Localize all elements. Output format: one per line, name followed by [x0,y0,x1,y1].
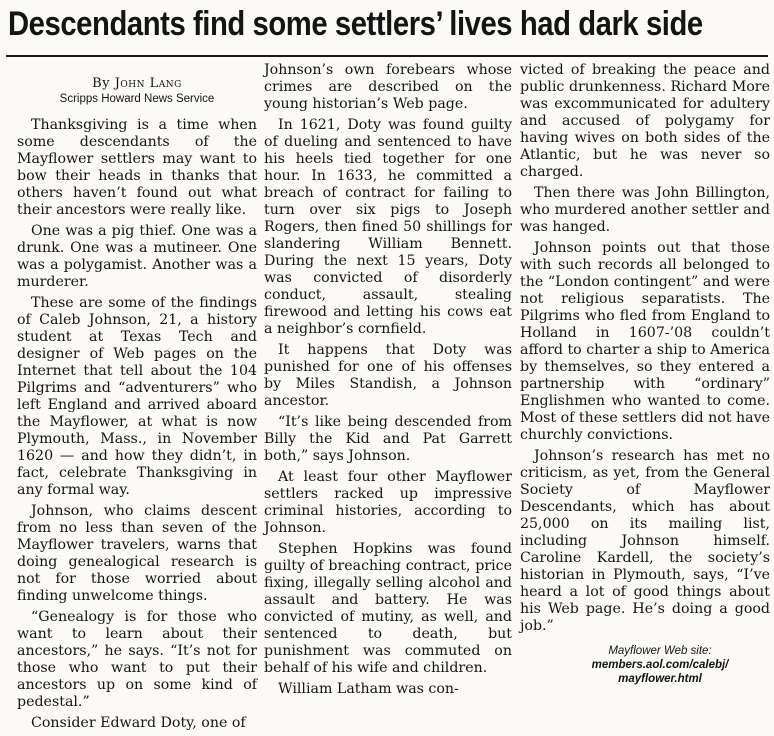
news-service: Scripps Howard News Service [59,93,215,105]
paragraph: In 1621, Doty was found guilty of dueling and sentenced to have his heels tied together for one hour. In 1633, he committed a breach of contract for failing to turn over six pigs to Joseph Rogers, then fined 50 shillings for slandering William Bennett. During the next 15 years, Doty was convicted of disorderly conduct, assault, stealing firewood and letting his cows eat a neighbor’s cornfield. [264,117,512,337]
paragraph: Johnson points out that those with such records all belonged to the “London contingent” and were not religious separatists. The Pilgrims who fled from England to Holland in 1607-’08 couldn’t afford to charter a ship to America by themselves, so they entered a partnership with “ordinary” Englishmen who wanted to come. Most of these settlers did not have churchly convictions. [520,240,771,443]
paragraph: These are some of the findings of Caleb Johnson, 21, a history student at Texas Tech and designer of Web pages on the Internet that tell about the 104 Pilgrims and “adventurers” who left England and arrived aboard the Mayflower, at what is now Plymouth, Mass., in November 1620 — and how they didn’t, in fact, celebrate Thanksgiving in any formal way. [17,295,257,498]
byline [17,76,257,92]
paragraph: “Genealogy is for those who want to learn about their ancestors,” he says. “It’s not for those who want to put their ancestors up on some kind of pedestal.” [17,609,257,710]
paragraph: Thanksgiving is a time when some descendants of the Mayflower settlers may want to bow their heads in thanks that others haven’t found out what their ancestors were really like. [17,117,257,218]
paragraph: Johnson’s research has met no criticism, as yet, from the General Society of Mayflower Descendants, which has about 25,000 on its mailing list, including Johnson himself. Caroline Kardell, the society’s historian in Plymouth, says, “I’ve heard a lot of good things about his Web page. He’s doing a good job.” [520,448,770,634]
web-site-note [580,644,740,686]
paragraph: It happens that Doty was punished for one of his offenses by Miles Standish, a Johnson ancestor. [264,342,512,409]
paragraph: Johnson, who claims descent from no less than seven of the Mayflower travelers, warns that doing genealogical research is not for those worried about finding unwelcome things. [17,503,257,604]
byline-prefix: By [92,76,111,91]
headline-rule [6,55,768,57]
paragraph: William Latham was con- [278,681,459,697]
web-site-url: members.aol.com/calebj/ mayflower.html [591,659,729,685]
column-2 [264,62,512,702]
paragraph-continued: Johnson’s own forebears whose crimes are described on the young historian’s Web page. [264,62,512,112]
paragraph: At least four other Mayflower settlers racked up impressive criminal histories, according to Johnson. [264,469,512,536]
paragraph: Consider Edward Doty, one of [31,715,246,731]
paragraph-continued: victed of breaking the peace and public drunkenness. Richard More was excommunicated for adultery and accused of polygamy for having wives on both sides of the Atlantic, but he was never so charged. [520,62,770,180]
column-1 [17,64,257,736]
headline: Descendants find some settlers’ lives had dark side [8,5,703,43]
paragraph: Stephen Hopkins was found guilty of breaching contract, price fixing, illegally selling alcohol and assault and battery. He was convicted of mutiny, as well, and sentenced to death, but punishment was commuted on behalf of his wife and children. [264,541,512,676]
paragraph: One was a pig thief. One was a drunk. One was a mutineer. One was a polygamist. Another was a murderer. [17,223,257,290]
web-site-label: Mayflower Web site: [608,645,712,657]
paragraph: Then there was John Billington, who murdered another settler and was hanged. [520,185,770,235]
paragraph: “It’s like being descended from Billy the Kid and Pat Garrett both,” says Johnson. [264,414,512,464]
byline-author: John Lang [114,76,182,91]
column-3 [520,62,770,639]
